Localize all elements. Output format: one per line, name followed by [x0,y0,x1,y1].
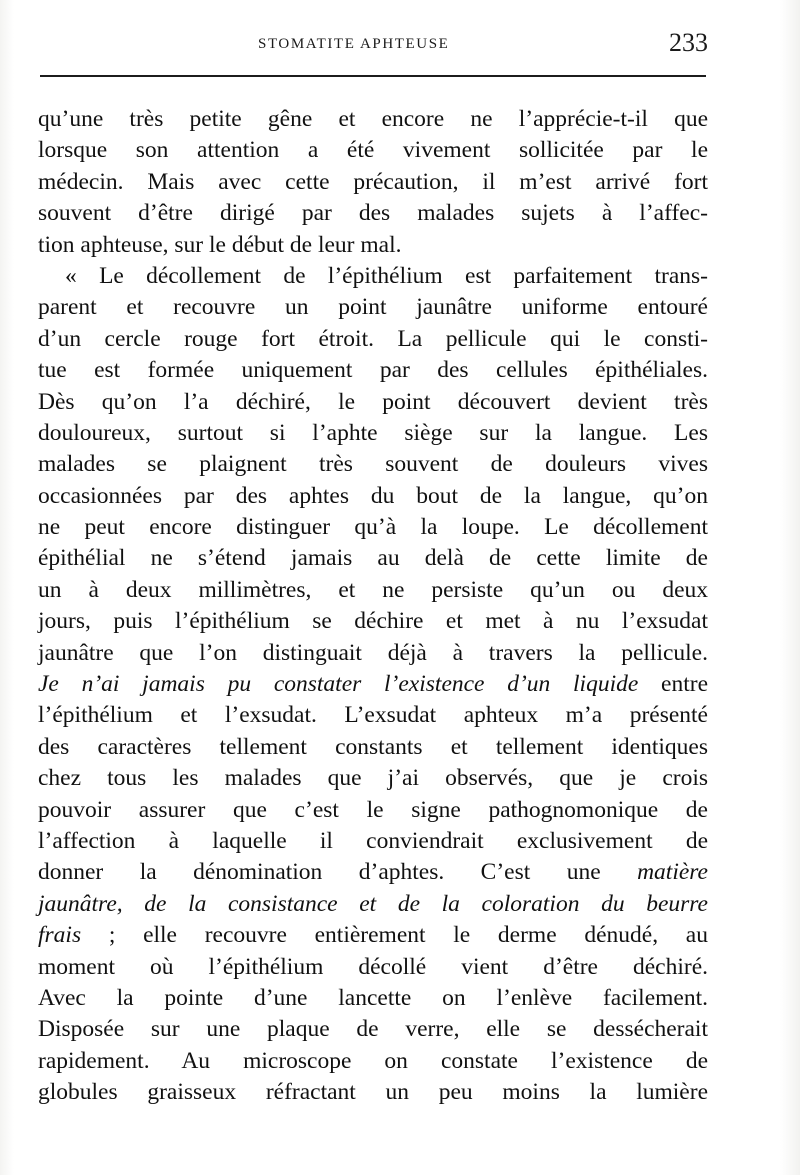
text-line: « Le décollement de l’épithélium est parfaitement trans- [65,262,708,289]
italic-span: Je n’ai jamais pu constater l’existence d’un liquide [38,671,639,698]
italic-span: jaunâtre, de la consistance et de la coloration du beurre [38,890,708,917]
text-line: des caractères tellement constants et tellement identiques [38,733,708,760]
text-line: l’affection à laquelle il conviendrait exclusivement de [38,827,708,854]
text-line: épithélial ne s’étend jamais au delà de cette limite de [38,545,708,572]
text-line: tue est formée uniquement par des cellules épithéliales. [38,357,708,384]
text-line: l’épithélium et l’exsudat. L’exsudat aphteux m’a présenté [38,702,708,729]
text-line: ne peut encore distinguer qu’à la loupe. Le décollement [38,514,708,541]
page-header [40,30,708,64]
italic-span: matière [637,859,708,886]
text-line: occasionnées par des aphtes du bout de la langue, qu’on [38,482,708,509]
text-line: parent et recouvre un point jaunâtre uniforme entouré [38,294,708,321]
text-line: jaunâtre que l’on distinguait déjà à travers la pellicule. [38,639,708,666]
text-line [38,857,708,888]
text-line: médecin. Mais avec cette précaution, il m’est arrivé fort [38,168,708,195]
text-line [38,920,708,951]
text-line: lorsque son attention a été vivement sollicitée par le [38,137,708,164]
page-number: 233 [669,28,708,57]
text-line [38,889,708,920]
text-span: donner la dénomination d’aphtes. C’est une [38,859,638,886]
text-line: malades se plaignent très souvent de douleurs vives [38,451,708,478]
text-line: Dès qu’on l’a déchiré, le point découvert devient très [38,388,708,415]
text-span: ; elle recouvre entièrement le derme dénudé, au [81,922,708,949]
header-rule [40,75,706,77]
running-title: STOMATITE APHTEUSE [258,36,450,52]
italic-span: frais [38,922,82,949]
text-line: un à deux millimètres, et ne persiste qu’un ou deux [38,576,708,603]
text-line: rapidement. Au microscope on constate l’existence de [38,1047,708,1074]
text-span: entre [638,671,708,698]
text-line: douloureux, surtout si l’aphte siège sur la langue. Les [38,419,708,446]
text-line: qu’une très petite gêne et encore ne l’apprécie-t-il que [38,106,708,132]
text-line: globules graisseux réfractant un peu moins la lumière [38,1079,708,1106]
text-line: souvent d’être dirigé par des malades sujets à l’affec- [38,200,708,227]
text-line: moment où l’épithélium décollé vient d’être déchiré. [38,953,708,980]
text-line [38,669,708,700]
text-line: Avec la pointe d’une lancette on l’enlève facilement. [38,984,708,1011]
text-line: jours, puis l’épithélium se déchire et met à nu l’exsudat [38,608,708,635]
text-line: pouvoir assurer que c’est le signe pathognomonique de [38,796,708,823]
text-line: tion aphteuse, sur le début de leur mal. [38,231,402,258]
text-line: chez tous les malades que j’ai observés, que je crois [38,765,708,792]
text-line: d’un cercle rouge fort étroit. La pellicule qui le consti- [38,325,708,352]
text-line: Disposée sur une plaque de verre, elle se dessécherait [38,1016,708,1043]
body-text [38,104,708,1109]
